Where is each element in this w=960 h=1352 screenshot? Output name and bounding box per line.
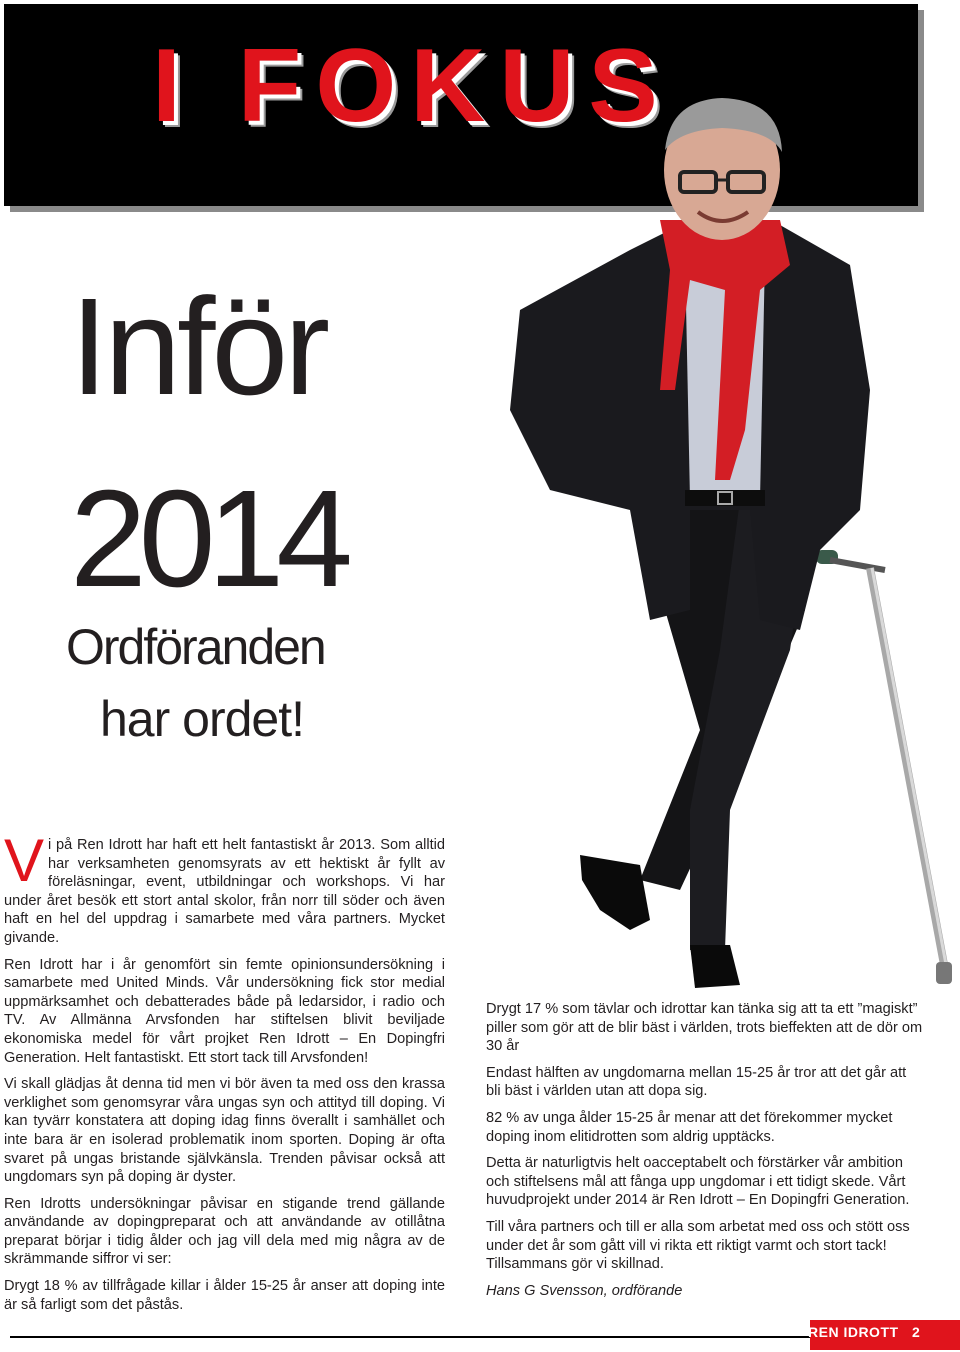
signature: Hans G Svensson, ordförande — [486, 1282, 683, 1299]
article-paragraph: Vi skall glädjas åt denna tid men vi bör även ta med oss den krassa verklighet som genomsyrar våra ungas syn och attityd till doping. Vi kan tyvärr konstatera att doping idag finns överallt i samhället och inte bara är en isolerad problematik inom sporten. Doping är ofta svaret på ungas bristande självkänsla. Trenden påvisar också att ungdomars syn på doping är dyster. — [4, 1076, 445, 1186]
footer-publication: REN IDROTT — [808, 1324, 899, 1340]
article-column-left — [4, 827, 445, 1322]
page-number: 2 — [912, 1324, 920, 1340]
article-paragraph: Vi på Ren Idrott har haft ett helt fantastiskt år 2013. Som alltid har verksamheten genomsyrats av ett hektiskt år fyllt av föreläsningar, event, utbildningar och workshops. Vi har under året besök ett stort antal skolor, från norr till söder och även haft en hel del uppdrag i samarbete med våra partners. Mycket givande. — [4, 827, 445, 946]
article-paragraph: Ren Idrott har i år genomfört sin femte opinionsundersökning i samarbete med United Minds. Vår undersökning fick stor medial uppmärksamhet och debatterades både på ledarsidor, i radio och TV. Av Allmänna Arvsfonden har stiftelsen blivit beviljade ekonomiska medel för vårt projket Ren Idrott – En Dopingfri Generation. Helt fantastiskt. Ett stort tack till Arvsfonden! — [4, 956, 445, 1066]
article-paragraph: Detta är naturligtvis helt oacceptabelt och förstärker vår ambition och stiftelsens mål att fånga upp ungdomar i ett tidigt skede. Vårt huvudprojekt under 2014 är Ren Idrott – En Dopingfri Generation. — [486, 1155, 910, 1209]
article-paragraph: Ren Idrotts undersökningar påvisar en stigande trend gällande användande av dopingpreparat och att användande av otillåtna preparat börjar i tidig ålder och jag vill dela med mig några av de skrämmande siffror vi ser: — [4, 1195, 445, 1268]
article-paragraph: Endast hälften av ungdomarna mellan 15-25 år tror att det går att bli bäst i världen utan att dopa sig. — [486, 1064, 907, 1100]
headline-line1: Inför — [70, 270, 327, 424]
article-paragraph: 82 % av unga ålder 15-25 år menar att det förekommer mycket doping inom elitidrotten som aldrig upptäcks. — [486, 1109, 893, 1145]
section-title: I FOKUS — [152, 28, 672, 144]
crutch — [816, 550, 952, 984]
headline-sub2: har ordet! — [100, 691, 305, 747]
page-footer — [0, 1314, 960, 1352]
dropcap: V — [4, 827, 45, 894]
chairman-photo — [490, 90, 960, 1000]
right-shoe — [690, 945, 740, 988]
article-paragraph: Till våra partners och till er alla som arbetat med oss och stött oss under det år som gått vill vi rikta ett riktigt varmt och stort tack! Tillsammans gör vi skillnad. — [486, 1218, 910, 1273]
article-column-right — [486, 1000, 924, 1308]
head — [664, 98, 782, 240]
left-shoe — [580, 855, 650, 930]
headline-sub1: Ordföranden — [66, 619, 325, 675]
article-paragraph: Drygt 17 % som tävlar och idrottar kan tänka sig att ta ett ”magiskt” piller som gör att de blir bäst i världen, trots bieffekten att de dör om 30 år — [486, 1001, 923, 1055]
article-paragraph: Drygt 18 % av tillfrågade killar i ålder 15-25 år anser att doping inte är så farligt som det påstås. — [4, 1278, 445, 1313]
headline-year: 2014 — [70, 462, 345, 616]
